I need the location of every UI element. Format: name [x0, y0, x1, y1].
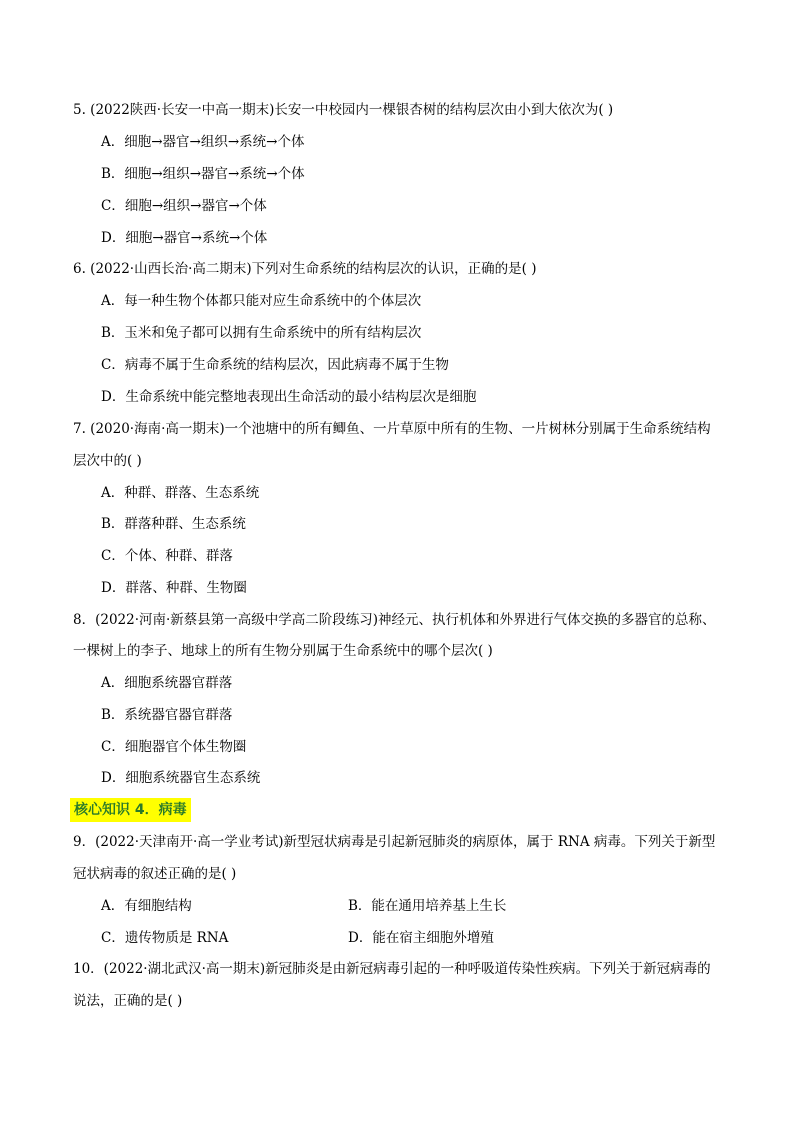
question-9-option-a: A．有细胞结构	[101, 898, 192, 914]
section-header: 核心知识 4．病毒	[70, 798, 191, 822]
question-8-option-d: D．细胞系统器官生态系统	[101, 770, 261, 786]
question-6-option-c: C．病毒不属于生命系统的结构层次，因此病毒不属于生物	[101, 357, 449, 373]
question-6-stem: 6. (2022·山西长治·高二期末)下列对生命系统的结构层次的认识，正确的是( )	[73, 261, 537, 277]
question-8-stem-line-1: 8．(2022·河南·新蔡县第一高级中学高二阶段练习)神经元、执行机体和外界进行气体交换的多器官的总称、	[73, 612, 716, 628]
question-5-option-b: B．细胞→组织→器官→系统→个体	[101, 166, 305, 182]
question-6-option-d: D．生命系统中能完整地表现出生命活动的最小结构层次是细胞	[101, 389, 477, 405]
question-9-option-d: D．能在宿主细胞外增殖	[348, 930, 494, 946]
question-7-option-c: C．个体、种群、群落	[101, 548, 233, 564]
question-5-stem: 5. (2022陕西·长安一中高一期末)长安一中校园内一棵银杏树的结构层次由小到大依次为( )	[73, 102, 614, 118]
question-8-option-c: C．细胞器官个体生物圈	[101, 739, 247, 755]
question-8-option-b: B．系统器官器官群落	[101, 707, 233, 723]
question-9-option-c: C．遗传物质是 RNA	[101, 930, 229, 946]
question-7-option-a: A．种群、群落、生态系统	[101, 485, 260, 501]
question-6-option-a: A．每一种生物个体都只能对应生命系统中的个体层次	[101, 293, 422, 309]
question-9-stem-line-1: 9．(2022·天津南开·高一学业考试)新型冠状病毒是引起新冠肺炎的病原体，属于 RNA 病毒。下列关于新型	[73, 834, 716, 850]
question-9-option-b: B．能在通用培养基上生长	[348, 898, 507, 914]
question-5-option-a: A．细胞→器官→组织→系统→个体	[101, 134, 305, 150]
question-7-option-b: B．群落种群、生态系统	[101, 516, 246, 532]
question-9-stem-line-2: 冠状病毒的叙述正确的是( )	[73, 866, 237, 882]
question-7-stem-line-1: 7. (2020·海南·高一期末)一个池塘中的所有鲫鱼、一片草原中所有的生物、一片树林分别属于生命系统结构	[73, 421, 711, 437]
question-10-stem-line-1: 10．(2022·湖北武汉·高一期末)新冠肺炎是由新冠病毒引起的一种呼吸道传染性疾病。下列关于新冠病毒的	[73, 961, 711, 977]
question-7-stem-line-2: 层次中的( )	[73, 453, 142, 469]
question-5-option-d: D．细胞→器官→系统→个体	[101, 230, 268, 246]
question-6-option-b: B．玉米和兔子都可以拥有生命系统中的所有结构层次	[101, 325, 422, 341]
question-5-option-c: C．细胞→组织→器官→个体	[101, 198, 267, 214]
question-7-option-d: D．群落、种群、生物圈	[101, 580, 247, 596]
question-10-stem-line-2: 说法，正确的是( )	[73, 993, 183, 1009]
question-8-stem-line-2: 一棵树上的李子、地球上的所有生物分别属于生命系统中的哪个层次( )	[73, 643, 493, 659]
question-8-option-a: A．细胞系统器官群落	[101, 675, 233, 691]
